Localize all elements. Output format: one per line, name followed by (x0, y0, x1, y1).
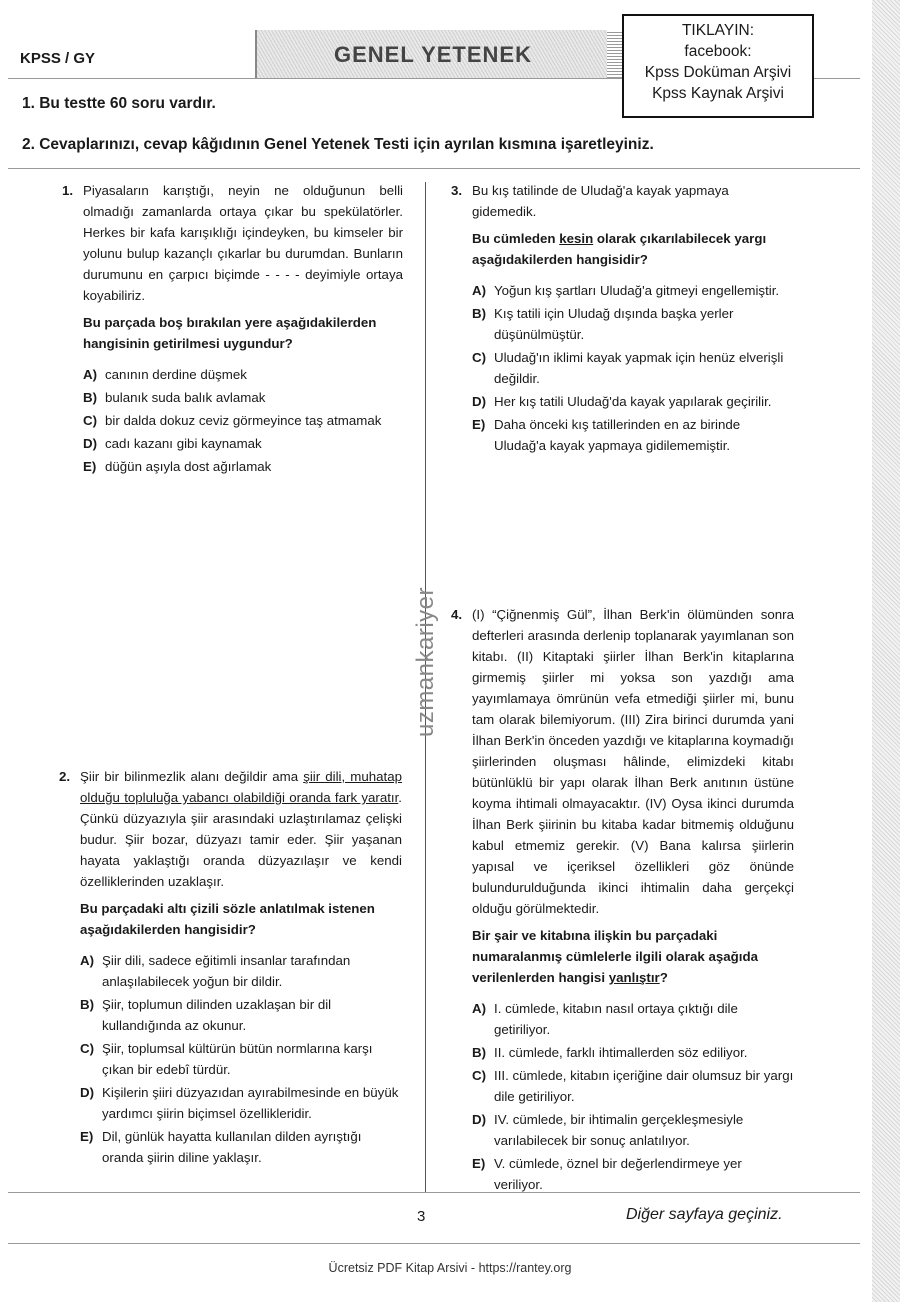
option-c[interactable] (80, 1038, 402, 1080)
option-b[interactable] (83, 387, 403, 408)
option-letter: B) (80, 997, 95, 1012)
option-text: IV. cümlede, bir ihtimalin gerçekleşmesiyle varılabilecek bir sonuç anlatılıyor. (494, 1112, 744, 1148)
option-d[interactable] (472, 1109, 794, 1151)
footer-rule (8, 1192, 860, 1193)
instructions-rule (8, 168, 860, 169)
promo-line: Kpss Kaynak Arşivi (652, 85, 784, 102)
promo-box[interactable] (622, 14, 814, 118)
option-text: Uludağ'ın iklimi kayak yapmak için henüz elverişli değildir. (494, 350, 784, 386)
option-letter: C) (80, 1041, 95, 1056)
option-text: Yoğun kış şartları Uludağ'a gitmeyi engellemiştir. (494, 283, 780, 298)
option-b[interactable] (80, 994, 402, 1036)
option-text: Dil, günlük hayatta kullanılan dilden ayrıştığı oranda şiirin diline yaklaşır. (102, 1129, 362, 1165)
option-list (472, 280, 794, 456)
source-footer[interactable]: Ücretsiz PDF Kitap Arsivi - https://rantey.org (328, 1261, 572, 1275)
option-letter: D) (472, 1112, 487, 1127)
option-letter: C) (472, 1068, 487, 1083)
option-letter: E) (80, 1129, 94, 1144)
option-a[interactable] (80, 950, 402, 992)
option-list (472, 998, 794, 1195)
question-number: 1. (62, 183, 74, 198)
instruction-2: 2. Cevaplarınızı, cevap kâğıdının Genel Yetenek Testi için ayrılan kısmına işaretleyiniz. (22, 136, 654, 153)
option-letter: D) (472, 394, 487, 409)
question-stem: Bu parçada boş bırakılan yere aşağıdakilerden hangisinin getirilmesi uygundur? (83, 315, 377, 351)
option-d[interactable] (80, 1082, 402, 1124)
question-passage (80, 766, 402, 892)
section-banner (255, 30, 611, 78)
option-letter: A) (472, 283, 487, 298)
option-letter: B) (472, 1045, 487, 1060)
option-b[interactable] (472, 1042, 794, 1063)
option-letter: A) (83, 367, 98, 382)
underlined-phrase: şiir dili, muhatap olduğu topluluğa yabancı olabildiği oranda fark yaratır (80, 769, 402, 805)
option-letter: E) (472, 1156, 486, 1171)
question-4 (451, 604, 794, 1197)
option-text: Şiir, toplumsal kültürün bütün normlarına karşı çıkan bir edebî türdür. (102, 1041, 373, 1077)
question-number: 4. (451, 607, 463, 622)
option-a[interactable] (472, 280, 794, 301)
option-text: Her kış tatili Uludağ'da kayak yapılarak geçirilir. (494, 394, 772, 409)
promo-line: facebook: (684, 43, 752, 60)
option-text: II. cümlede, farklı ihtimallerden söz ediliyor. (494, 1045, 748, 1060)
option-letter: B) (83, 390, 98, 405)
watermark (408, 562, 444, 762)
option-d[interactable] (83, 433, 403, 454)
scan-edge (872, 0, 900, 1302)
passage-text: . Çünkü düzyazıyla şiir arasındaki uzlaştırılamaz çelişki budur. Şiir bozar, düzyazı tamir eder. Şiir yaşanan hayata yaklaştığı oranda düzyazılaşır ve kendi özelliklerinden uzaklaşır. (80, 790, 402, 889)
option-list (83, 364, 403, 477)
option-text: bulanık suda balık avlamak (105, 390, 266, 405)
option-text: V. cümlede, öznel bir değerlendirmeye yer veriliyor. (494, 1156, 742, 1192)
section-title: GENEL YETENEK (333, 42, 532, 67)
option-e[interactable] (472, 414, 794, 456)
option-text: I. cümlede, kitabın nasıl ortaya çıktığı dile getiriliyor. (494, 1001, 738, 1037)
option-b[interactable] (472, 303, 794, 345)
option-letter: D) (80, 1085, 95, 1100)
option-letter: D) (83, 436, 98, 451)
question-passage: Bu kış tatilinde de Uludağ'a kayak yapmaya gidemedik. (472, 183, 729, 219)
option-c[interactable] (472, 347, 794, 389)
option-letter: E) (83, 459, 97, 474)
page-number: 3 (417, 1208, 426, 1225)
watermark-text: uzmankariyer (412, 586, 439, 738)
option-text: bir dalda dokuz ceviz görmeyince taş atmamak (105, 413, 382, 428)
banner-stub (607, 30, 622, 78)
option-text: Kişilerin şiiri düzyazıdan ayırabilmesinde en büyük yardımcı şiirin biçimsel özellikleridir. (102, 1085, 399, 1121)
stem-text: olarak çıkarılabilecek yargı aşağıdakilerden hangisidir? (472, 231, 767, 267)
option-text: III. cümlede, kitabın içeriğine dair olumsuz bir yargı dile getiriliyor. (494, 1068, 794, 1104)
instruction-1: 1. Bu testte 60 soru vardır. (22, 95, 216, 112)
option-letter: E) (472, 417, 486, 432)
option-d[interactable] (472, 391, 794, 412)
option-a[interactable] (83, 364, 403, 385)
option-c[interactable] (472, 1065, 794, 1107)
option-text: Şiir, toplumun dilinden uzaklaşan bir dil kullandığında az okunur. (102, 997, 332, 1033)
option-text: Şiir dili, sadece eğitimli insanlar tarafından anlaşılabilecek yoğun bir dildir. (102, 953, 351, 989)
option-letter: C) (83, 413, 98, 428)
option-text: Daha önceki kış tatillerinden en az birinde Uludağ'a kayak yapmaya gidilememiştir. (494, 417, 741, 453)
promo-line: Kpss Doküman Arşivi (644, 64, 792, 81)
question-1 (62, 180, 403, 479)
passage-text: Şiir bir bilinmezlik alanı değildir ama (80, 769, 304, 784)
question-2 (59, 766, 402, 1170)
bottom-rule (8, 1243, 860, 1244)
question-number: 2. (59, 769, 71, 784)
question-stem (472, 925, 794, 988)
option-list (80, 950, 402, 1168)
underlined-word: yanlıştır (608, 970, 660, 985)
underlined-word: kesin (559, 231, 594, 246)
option-letter: A) (472, 1001, 487, 1016)
promo-line: TIKLAYIN: (681, 22, 755, 39)
option-a[interactable] (472, 998, 794, 1040)
stem-text: ? (659, 970, 668, 985)
exam-label: KPSS / GY (20, 50, 96, 67)
stem-text: Bir şair ve kitabına ilişkin bu parçadaki numaralanmış cümlelerle ilgili olarak aşağıda verilenlerden hangisi (472, 928, 759, 985)
option-e[interactable] (83, 456, 403, 477)
question-3 (451, 180, 794, 458)
question-number: 3. (451, 183, 463, 198)
option-text: canının derdine düşmek (105, 367, 247, 382)
question-passage: (I) “Çiğnenmiş Gül”, İlhan Berk'in ölümünden sonra defterleri arasında derlenip toplanarak yayımlanan son kitabı. (II) Kitaptaki şiirler İlhan Berk'in kitaplarına girmemiş şiirler mi yoksa son yazdığı ama yayımlamaya ömrünün vefa etmediği şiirler mi, bunu tam olarak bilemiyorum. (III) Zira birinci durumda yani İlhan Berk'in önceden yazdığı ve kitaplarına koymadığı şiirlerinden oluşması hâlinde, elimizdeki kitabı bütünlüklü bir yapı olarak İlhan Berk anıtının üstüne koyma ihtimali olmayacaktır. (IV) Oysa ikinci durumda İlhan Berk şiirinin bu kitaba kadar bitmemiş olduğunu kabul etmemiz gerekir. (V) Bana kalırsa şiirlerin yapısal ve içeriksel özellikleri göz önünde bulundurulduğunda ikinci ihtimalin daha gerçekçi olduğu görülmektedir. (472, 607, 794, 916)
question-stem: Bu parçadaki altı çizili sözle anlatılmak istenen aşağıdakilerden hangisidir? (80, 901, 375, 937)
option-c[interactable] (83, 410, 403, 431)
option-letter: A) (80, 953, 95, 968)
question-passage: Piyasaların karıştığı, neyin ne olduğunun belli olmadığı zamanlarda ortaya çıkar bu spekülatörler. Herkes bir kafa karışıklığı içindeyken, bu kimseler bir yolunu bulup kazançlı çıkarlar bu durumdan. Bunların durumunu en çarpıcı biçimde - - - - deyimiyle ortaya koyabiliriz. (83, 183, 403, 303)
option-text: Kış tatili için Uludağ dışında başka yerler düşünülmüştür. (494, 306, 734, 342)
option-letter: C) (472, 350, 487, 365)
option-text: cadı kazanı gibi kaynamak (105, 436, 262, 451)
question-stem (472, 228, 794, 270)
option-text: düğün aşıyla dost ağırlamak (105, 459, 272, 474)
next-page-note: Diğer sayfaya geçiniz. (626, 1206, 783, 1223)
option-e[interactable] (80, 1126, 402, 1168)
stem-text: Bu cümleden (472, 231, 560, 246)
option-letter: B) (472, 306, 487, 321)
option-e[interactable] (472, 1153, 794, 1195)
